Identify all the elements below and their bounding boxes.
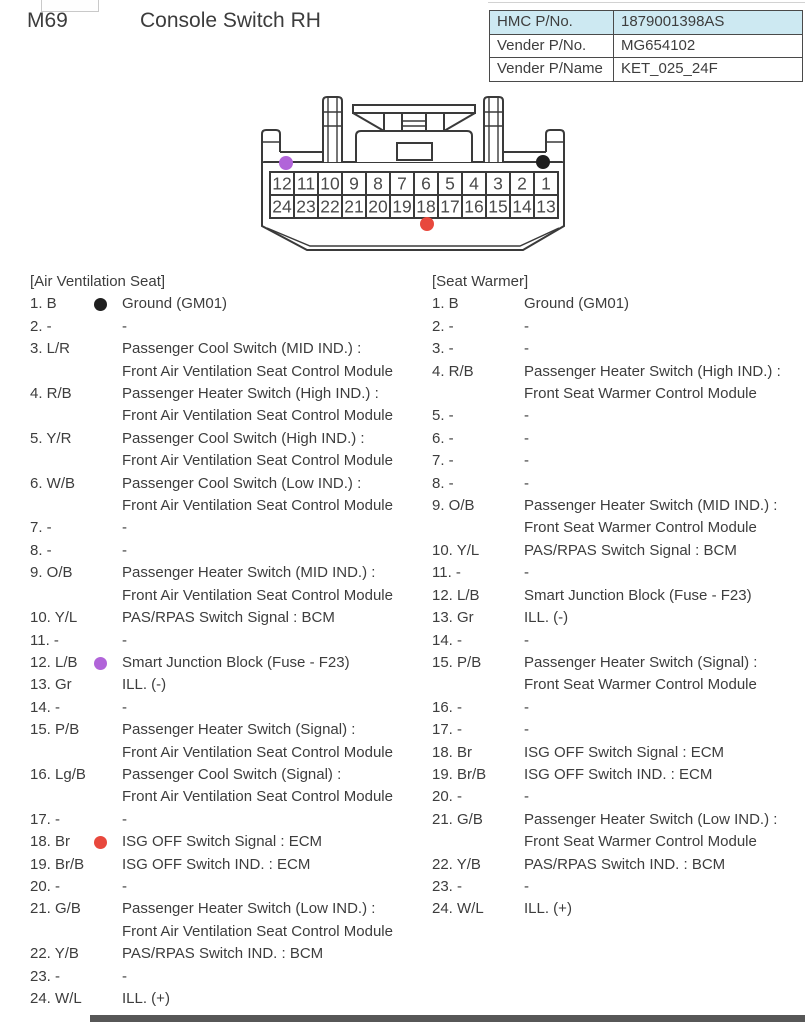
cropped-line-artifact — [488, 2, 805, 3]
red-marker-dot — [420, 217, 434, 231]
pin-description: Ground (GM01) — [122, 295, 228, 313]
pin-number: 9 — [349, 173, 359, 194]
pin-code: 20. - — [432, 788, 463, 806]
info-value: 1879001398AS — [621, 13, 725, 30]
pin-row — [30, 383, 426, 428]
latch-window — [397, 143, 432, 160]
pin-number: 20 — [368, 196, 388, 217]
section-title: [Seat Warmer] — [432, 273, 529, 290]
pin-description: - — [524, 340, 529, 358]
pin-code: 21. G/B — [432, 810, 483, 828]
info-label: Vender P/Name — [490, 58, 614, 81]
connector-drawing — [253, 95, 573, 260]
pin-code: 8. - — [30, 541, 52, 559]
pin-code: 12. L/B — [432, 586, 480, 604]
section-title: [Air Ventilation Seat] — [30, 273, 166, 290]
pin-row — [432, 809, 804, 854]
pin-row — [432, 854, 804, 876]
pin-row — [432, 607, 804, 629]
pin-description: - — [524, 698, 529, 716]
pin-description: - — [122, 967, 127, 985]
pinout-column-left — [30, 271, 426, 1010]
pin-code: 22. Y/B — [432, 855, 481, 873]
pin-code: 16. - — [432, 698, 463, 716]
pin-number: 14 — [512, 196, 532, 217]
pin-row — [30, 809, 426, 831]
pin-number: 17 — [440, 196, 460, 217]
purple-marker-dot — [279, 156, 293, 170]
pin-number: 2 — [517, 173, 527, 194]
pin-row — [30, 338, 426, 383]
pin-description: ISG OFF Switch Signal : ECM — [122, 833, 323, 851]
pin-code: 13. Gr — [30, 676, 72, 694]
pin-code: 5. Y/R — [30, 429, 72, 447]
info-label: HMC P/No. — [490, 11, 614, 34]
pin-row — [432, 450, 804, 472]
pin-description: ISG OFF Switch IND. : ECM — [524, 765, 713, 783]
pin-description: Passenger Heater Switch (Signal) : Front Seat Warmer Control Module — [524, 653, 758, 694]
info-label: Vender P/No. — [490, 35, 614, 58]
pin-number: 12 — [272, 173, 292, 194]
pin-description: PAS/RPAS Switch Signal : BCM — [524, 541, 737, 559]
pin-row — [30, 943, 426, 965]
part-info-table — [489, 10, 803, 82]
pin-description: ISG OFF Switch Signal : ECM — [524, 743, 725, 761]
pin-description: PAS/RPAS Switch IND. : BCM — [122, 945, 324, 963]
pin-row — [30, 316, 426, 338]
pin-number: 1 — [541, 173, 551, 194]
connector-id: M69 — [27, 9, 68, 32]
bottom-bar-artifact — [90, 1015, 805, 1022]
pin-description: Ground (GM01) — [524, 295, 630, 313]
pin-description: - — [122, 519, 127, 537]
pin-code: 19. Br/B — [30, 855, 85, 873]
pin-code: 6. W/B — [30, 474, 76, 492]
pin-row — [432, 473, 804, 495]
pin-row — [30, 674, 426, 696]
pin-row — [432, 428, 804, 450]
pin-row — [30, 293, 426, 315]
pin-number: 18 — [416, 196, 436, 217]
pin-description: - — [524, 429, 529, 447]
pin-row — [30, 607, 426, 629]
pin-number: 7 — [397, 173, 407, 194]
pin-description: - — [524, 631, 529, 649]
pin-description: Passenger Heater Switch (High IND.) : Front Air Ventilation Seat Control Module — [122, 385, 393, 425]
pin-code: 21. G/B — [30, 900, 81, 918]
pin-description: - — [122, 810, 127, 828]
pin-row — [30, 540, 426, 562]
pin-number: 23 — [296, 196, 316, 217]
pin-code: 23. - — [432, 877, 463, 895]
pin-row — [30, 898, 426, 943]
pin-description: - — [524, 407, 529, 425]
pin-code: 10. Y/L — [432, 541, 480, 559]
pin-code: 19. Br/B — [432, 765, 487, 783]
pin-row — [30, 854, 426, 876]
pin-code: 6. - — [432, 429, 454, 447]
pin-number: 19 — [392, 196, 412, 217]
pin-row — [432, 316, 804, 338]
pin-row — [432, 338, 804, 360]
pinout-column-right — [432, 271, 804, 921]
pin-row — [432, 697, 804, 719]
pin-row — [30, 831, 426, 853]
pin-row — [30, 988, 426, 1010]
pin-description: Smart Junction Block (Fuse - F23) — [122, 653, 350, 671]
pin-row — [432, 742, 804, 764]
info-row — [490, 11, 802, 34]
pin-number: 6 — [421, 173, 431, 194]
pin-description: Passenger Heater Switch (MID IND.) : Front Seat Warmer Control Module — [524, 497, 778, 537]
pin-row — [432, 630, 804, 652]
pin-row — [30, 719, 426, 764]
pin-row — [432, 361, 804, 406]
pin-row — [432, 876, 804, 898]
pin-description: - — [524, 474, 529, 492]
pin-row — [30, 428, 426, 473]
pin-code: 4. R/B — [30, 385, 72, 403]
pin-code: 14. - — [30, 698, 61, 716]
pin-code: 15. P/B — [432, 653, 482, 671]
pin-code: 15. P/B — [30, 721, 80, 739]
pin-code: 23. - — [30, 967, 61, 985]
pin-description: - — [524, 788, 529, 806]
pin-description: - — [122, 631, 127, 649]
pin-description: ILL. (+) — [122, 990, 170, 1007]
pin-code: 14. - — [432, 631, 463, 649]
pin-code: 18. Br — [30, 833, 71, 851]
page-title: Console Switch RH — [140, 9, 321, 32]
pin-row — [30, 652, 426, 674]
pin-description: Passenger Heater Switch (MID IND.) : Front Air Ventilation Seat Control Module — [122, 564, 393, 604]
pin-number: 11 — [296, 173, 316, 194]
pin-code: 9. O/B — [432, 497, 475, 515]
pin-code: 11. - — [432, 564, 461, 582]
pin-row — [432, 495, 804, 540]
pin-description: Passenger Cool Switch (MID IND.) : Front Air Ventilation Seat Control Module — [122, 340, 393, 380]
pin-number: 16 — [464, 196, 484, 217]
pin-description: - — [122, 698, 127, 716]
pin-number: 13 — [536, 196, 556, 217]
pin-row — [432, 786, 804, 808]
pin-row — [432, 764, 804, 786]
pin-description: PAS/RPAS Switch Signal : BCM — [122, 609, 335, 627]
pin-row — [432, 719, 804, 741]
pin-description: - — [524, 317, 529, 335]
pin-code: 3. - — [432, 340, 454, 358]
pin-description: - — [524, 877, 529, 895]
pin-number: 22 — [320, 196, 340, 217]
pin-code: 17. - — [30, 810, 61, 828]
pin-code: 24. W/L — [30, 990, 82, 1007]
pin-description: Smart Junction Block (Fuse - F23) — [524, 586, 752, 604]
pin-description: Passenger Heater Switch (Low IND.) : Front Air Ventilation Seat Control Module — [122, 900, 393, 940]
pin-description: - — [122, 541, 127, 559]
pin-code: 2. - — [30, 317, 52, 335]
pin-code: 18. Br — [432, 743, 473, 761]
pin-description: Passenger Cool Switch (Low IND.) : Front Air Ventilation Seat Control Module — [122, 474, 393, 515]
pin-row — [432, 585, 804, 607]
pin-number: 8 — [373, 173, 383, 194]
pin-row — [432, 540, 804, 562]
pin-row — [30, 697, 426, 719]
pin-number: 10 — [320, 173, 340, 194]
pin-number: 21 — [344, 196, 364, 217]
pin-row — [30, 517, 426, 539]
pin-row — [432, 405, 804, 427]
latch-slant-left — [353, 113, 384, 131]
pin-description: ILL. (+) — [524, 900, 572, 918]
pin-description: Passenger Heater Switch (High IND.) : Front Seat Warmer Control Module — [524, 362, 781, 403]
pin-code: 9. O/B — [30, 564, 73, 582]
pin-description: ILL. (-) — [122, 676, 167, 694]
pin-code: 1. B — [432, 295, 459, 313]
info-row — [490, 34, 802, 58]
pin-description: Passenger Cool Switch (High IND.) : Front Air Ventilation Seat Control Module — [122, 429, 393, 470]
pin-description: PAS/RPAS Switch IND. : BCM — [524, 855, 726, 873]
pin-description: - — [524, 721, 529, 739]
pin-code: 7. - — [432, 452, 454, 470]
latch-slant-right — [444, 113, 475, 131]
pin-code: 3. L/R — [30, 340, 71, 358]
left-post — [323, 97, 342, 162]
pin-description: Passenger Heater Switch (Signal) : Front Air Ventilation Seat Control Module — [122, 721, 393, 761]
pin-number: 24 — [272, 196, 292, 217]
pin-description: - — [524, 452, 529, 470]
pin-description: Passenger Heater Switch (Low IND.) : Front Seat Warmer Control Module — [524, 810, 778, 851]
pin-code: 5. - — [432, 407, 454, 425]
pin-description: - — [122, 877, 127, 895]
pin-code: 13. Gr — [432, 609, 474, 627]
pin-description: ILL. (-) — [524, 609, 569, 627]
black-marker-dot — [536, 155, 550, 169]
left-tab — [262, 130, 280, 162]
pin-row — [432, 293, 804, 315]
info-row — [490, 57, 802, 81]
pin-number: 4 — [469, 173, 479, 194]
pin-description: - — [122, 317, 127, 335]
pin-description: - — [524, 564, 529, 582]
pin-code: 10. Y/L — [30, 609, 78, 627]
pin-code: 16. Lg/B — [30, 765, 86, 783]
pin-row — [30, 562, 426, 607]
pin-description: Passenger Cool Switch (Signal) : Front Air Ventilation Seat Control Module — [122, 765, 393, 806]
right-tab — [546, 130, 564, 162]
pin-code: 12. L/B — [30, 653, 78, 671]
pin-row — [432, 652, 804, 697]
pin-code: 17. - — [432, 721, 463, 739]
info-value: MG654102 — [621, 36, 696, 54]
pin-row — [30, 764, 426, 809]
pin-code: 24. W/L — [432, 900, 484, 918]
pin-number: 5 — [445, 173, 455, 194]
pin-code: 22. Y/B — [30, 945, 79, 963]
latch-roof — [353, 105, 475, 113]
pin-code: 11. - — [30, 631, 59, 649]
pin-code: 1. B — [30, 295, 57, 313]
pin-row — [30, 876, 426, 898]
pin-row — [30, 966, 426, 988]
pin-code: 7. - — [30, 519, 52, 537]
pin-number: 15 — [488, 196, 508, 217]
pin-row — [30, 473, 426, 518]
pin-code: 20. - — [30, 877, 61, 895]
pin-row — [432, 562, 804, 584]
pin-row — [432, 898, 804, 920]
pin-code: 4. R/B — [432, 362, 474, 380]
right-post — [484, 97, 503, 162]
pin-code: 2. - — [432, 317, 454, 335]
info-value: KET_025_24F — [621, 60, 718, 77]
pin-row — [30, 630, 426, 652]
pin-description: ISG OFF Switch IND. : ECM — [122, 855, 311, 873]
pin-code: 8. - — [432, 474, 454, 492]
pin-number: 3 — [493, 173, 503, 194]
